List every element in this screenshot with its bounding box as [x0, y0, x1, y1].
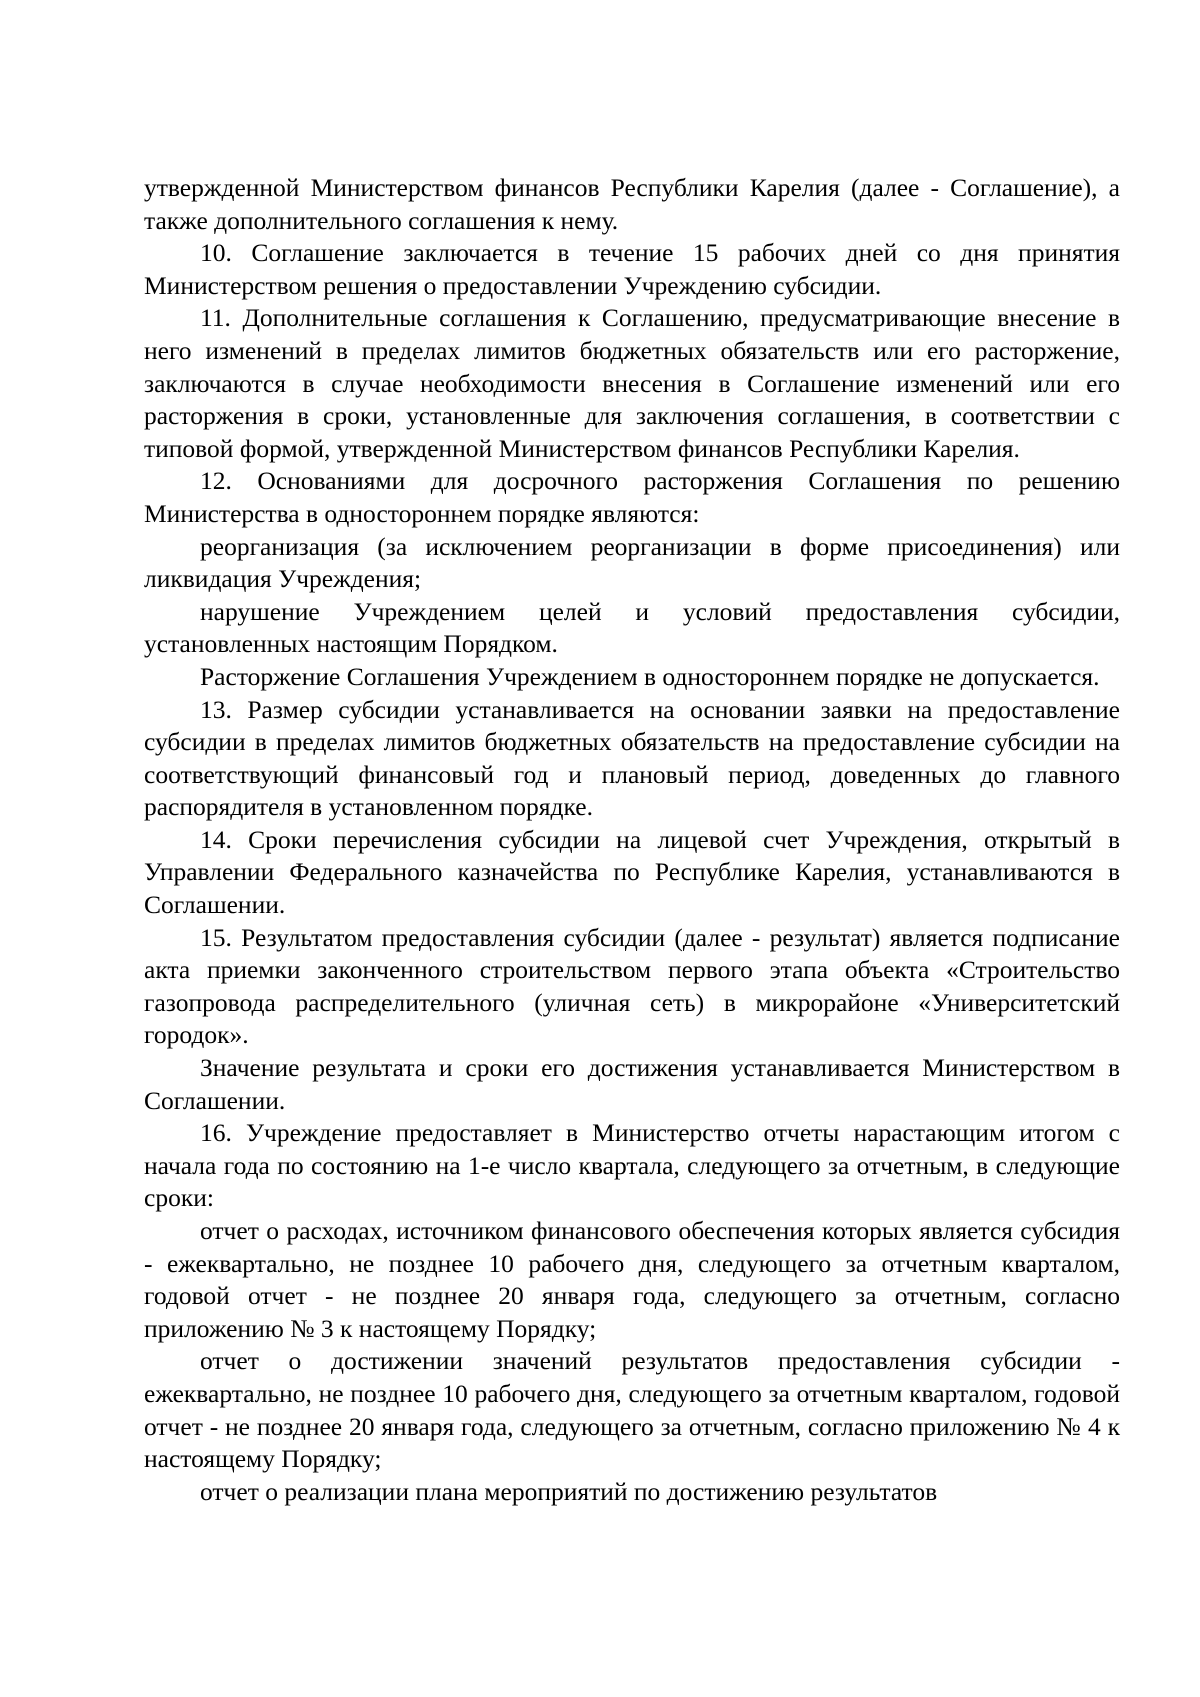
paragraph-13: 13. Размер субсидии устанавливается на основании заявки на предоставление субсидии в пределах лимитов бюджетных обязательств на предоставление субсидии на соответствующий финансовый год и плановый период, доведенных до главного распорядителя в установленном порядке.	[144, 694, 1120, 822]
document-body	[144, 172, 1120, 1508]
paragraph-15: 15. Результатом предоставления субсидии (далее - результат) является подписание акта приемки законченного строительством первого этапа объекта «Строительство газопровода распределительного (уличная сеть) в микрорайоне «Университетский городок».	[144, 922, 1120, 1050]
paragraph-10: 10. Соглашение заключается в течение 15 рабочих дней со дня принятия Министерством решения о предоставлении Учреждению субсидии.	[144, 238, 1120, 300]
paragraph-15-note: Значение результата и сроки его достижения устанавливается Министерством в Соглашении.	[144, 1053, 1120, 1115]
paragraph-12-item-violation: нарушение Учреждением целей и условий предоставления субсидии, установленных настоящим Порядком.	[144, 596, 1120, 659]
paragraph-16-item-plan-report: отчет о реализации плана мероприятий по достижению результатов	[200, 1476, 938, 1506]
paragraph-continuation: утвержденной Министерством финансов Республики Карелия (далее - Соглашение), а также дополнительного соглашения к нему.	[144, 173, 1120, 235]
paragraph-14: 14. Сроки перечисления субсидии на лицевой счет Учреждения, открытый в Управлении Федерального казначейства по Республике Карелия, устанавливаются в Соглашении.	[144, 824, 1120, 920]
paragraph-16-item-results-report: отчет о достижении значений результатов предоставления субсидии - ежеквартально, не позднее 10 рабочего дня, следующего за отчетным кварталом, годовой отчет - не позднее 20 января года, следующего за отчетным, согласно приложению № 4 к настоящему Порядку;	[144, 1346, 1120, 1474]
paragraph-12-note: Расторжение Соглашения Учреждением в одностороннем порядке не допускается.	[200, 661, 1100, 691]
paragraph-16-item-expense-report: отчет о расходах, источником финансового обеспечения которых является субсидия - ежеквартально, не позднее 10 рабочего дня, следующего за отчетным кварталом, годовой отчет - не позднее 20 января года, следующего за отчетным, согласно приложению № 3 к настоящему Порядку;	[144, 1216, 1120, 1343]
paragraph-12-item-reorganization: реорганизация (за исключением реорганизации в форме присоединения) или ликвидация Учреждения;	[144, 531, 1120, 594]
paragraph-11: 11. Дополнительные соглашения к Соглашению, предусматривающие внесение в него изменений в пределах лимитов бюджетных обязательств или его расторжение, заключаются в случае необходимости внесения в Соглашение изменений или его расторжения в сроки, установленные для заключения соглашения, в соответствии с типовой формой, утвержденной Министерством финансов Республики Карелия.	[144, 303, 1120, 463]
paragraph-16: 16. Учреждение предоставляет в Министерство отчеты нарастающим итогом с начала года по состоянию на 1-е число квартала, следующего за отчетным, в следующие сроки:	[144, 1118, 1120, 1213]
paragraph-12: 12. Основаниями для досрочного расторжения Соглашения по решению Министерства в одностороннем порядке являются:	[144, 466, 1120, 528]
